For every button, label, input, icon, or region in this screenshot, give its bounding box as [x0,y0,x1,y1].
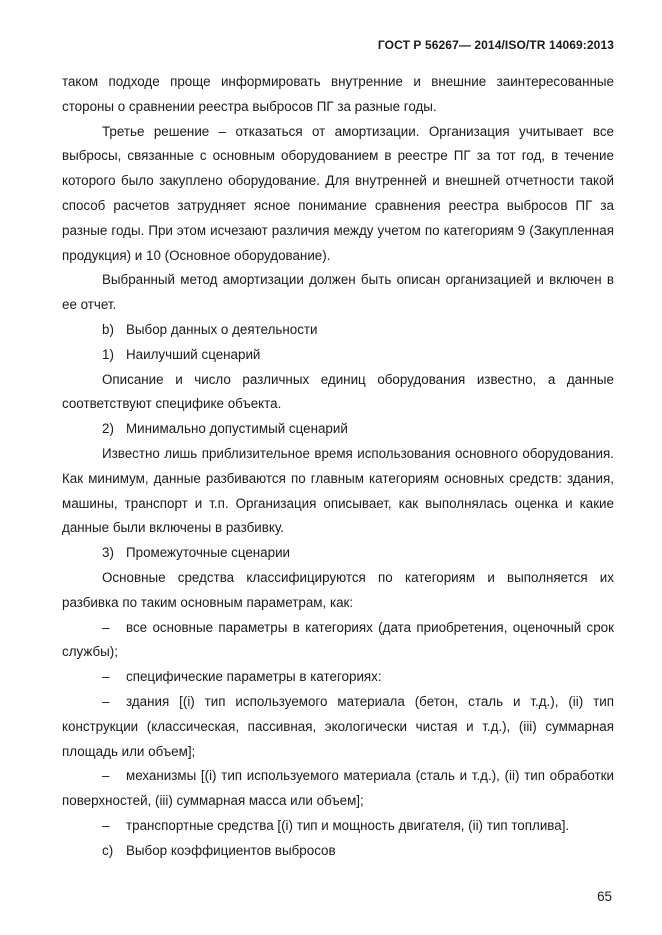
list-marker: b) [102,321,114,337]
paragraph: Основные средства классифицируются по категориям и выполняется их разбивка по таким основным параметрам, как: [62,569,614,610]
page-body [62,70,614,864]
list-item-text: механизмы [(i) тип используемого материала (сталь и т.д.), (ii) тип обработки поверхностей, (iii) суммарная масса или объем]; [62,768,614,809]
document-header: ГОСТ Р 56267— 2014/ISO/TR 14069:2013 [377,38,614,52]
list-item-text: специфические параметры в категориях: [126,669,382,685]
list-item-text: Наилучший сценарий [126,346,261,362]
list-marker: c) [102,842,114,858]
paragraph: Известно лишь приблизительное время использования основного оборудования. Как минимум, данные разбиваются по главным категориям основных средств: здания, машины, транспорт и т.п. Организация описывает, как выполнялась оценка и какие данные были включены в разбивку. [62,445,614,536]
list-marker: 2) [102,421,114,437]
list-item-text: Выбор коэффициентов выбросов [126,842,336,858]
list-marker: – [102,669,110,685]
list-item-text: Промежуточные сценарии [126,545,291,561]
list-marker: – [102,619,110,635]
list-item-1 [62,343,614,368]
list-item-text: все основные параметры в категориях (дата приобретения, оценочный срок службы); [62,619,614,660]
list-item-3 [62,541,614,566]
list-item-text: здания [(i) тип используемого материала (бетон, сталь и т.д.), (ii) тип конструкции (классическая, пассивная, экологически чистая и т.д.), (iii) суммарная площадь или объем]; [62,693,614,759]
dash-item [62,690,614,764]
list-marker: – [102,817,110,833]
list-item-c [62,839,614,864]
list-item-text: транспортные средства [(i) тип и мощность двигателя, (ii) тип топлива]. [126,817,570,833]
paragraph: Выбранный метод амортизации должен быть описан организацией и включен в ее отчет. [62,272,614,313]
paragraph: таком подходе проще информировать внутренние и внешние заинтересованные стороны о сравнении реестра выбросов ПГ за разные годы. [62,74,614,114]
dash-item [62,814,614,839]
list-marker: 3) [102,545,114,561]
list-marker: 1) [102,346,114,362]
dash-item [62,616,614,666]
list-item-b [62,318,614,343]
paragraph: Описание и число различных единиц оборудования известно, а данные соответствуют специфике объекта. [62,371,614,412]
list-marker: – [102,693,110,709]
dash-item [62,764,614,814]
page-number: 65 [597,889,612,904]
dash-item [62,665,614,690]
list-item-text: Минимально допустимый сценарий [126,421,348,437]
list-marker: – [102,768,110,784]
list-item-2 [62,417,614,442]
list-item-text: Выбор данных о деятельности [126,321,318,337]
paragraph: Третье решение – отказаться от амортизации. Организация учитывает все выбросы, связанные с основным оборудованием в реестре ПГ за тот год, в течение которого было закуплено оборудование. Для внутренней и внешней отчетности такой способ расчетов затрудняет ясное понимание сравнения реестра выбросов ПГ за разные годы. При этом исчезают различия между учетом по категориям 9 (Закупленная продукция) и 10 (Основное оборудование). [62,123,614,263]
